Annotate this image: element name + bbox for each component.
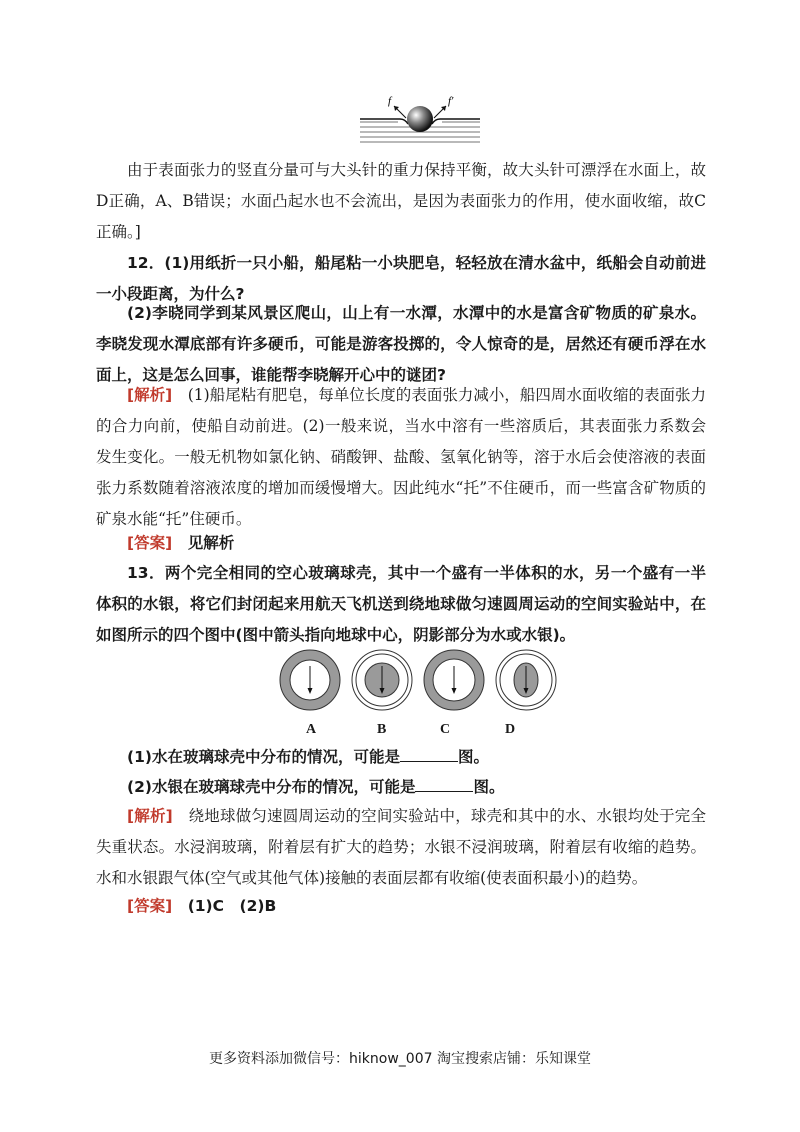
analysis-tag: [解析] bbox=[127, 386, 173, 404]
q13-sub2-blank bbox=[415, 777, 473, 792]
shell-b bbox=[352, 650, 412, 710]
q12-analysis bbox=[96, 380, 706, 535]
q12-part2: (2)李晓同学到某风景区爬山，山上有一水潭，水潭中的水是富含矿物质的矿泉水。李晓发现水潭底部有许多硬币，可能是游客投掷的，令人惊奇的是，居然还有硬币浮在水面上，这是怎么回事，谁能帮李晓解开心中的谜团? bbox=[96, 304, 706, 384]
figure-labels bbox=[0, 722, 800, 742]
q13-answer-text: (1)C (2)B bbox=[187, 897, 277, 915]
label-f: f bbox=[388, 95, 392, 107]
q13-sub1-blank bbox=[400, 747, 458, 762]
q13-answer bbox=[96, 891, 706, 922]
shell-a bbox=[280, 650, 340, 710]
q12-analysis-text: (1)船尾粘有肥皂，每单位长度的表面张力减小，船四周水面收缩的表面张力的合力向前，使船自动前进。(2)一般来说，当水中溶有一些溶质后，其表面张力系数会发生变化。一般无机物如氯化钠、硝酸钾、盐酸、氢氧化钠等，溶于水后会使溶液的表面张力系数随着溶液浓度的增加而缓慢增大。因此纯水“托”不住硬币，而一些富含矿物质的矿泉水能“托”住硬币。 bbox=[96, 386, 706, 528]
footer-note: 更多资料添加微信号：hiknow_007 淘宝搜索店铺：乐知课堂 bbox=[209, 1051, 591, 1067]
figure-label-d: D bbox=[505, 722, 516, 737]
shell-c bbox=[424, 650, 484, 710]
q13-sub1 bbox=[96, 742, 706, 773]
explanation-end: 由于表面张力的竖直分量可与大头针的重力保持平衡，故大头针可漂浮在水面上，故D正确，A、B错误；水面凸起水也不会流出，是因为表面张力的作用，使水面收缩，故C正确。] bbox=[96, 161, 706, 241]
shell-d bbox=[496, 650, 556, 710]
q12-answer bbox=[96, 528, 706, 559]
q13-sub1-before: (1)水在玻璃球壳中分布的情况，可能是 bbox=[127, 748, 400, 766]
q12-answer-text: 见解析 bbox=[187, 534, 235, 552]
q13-stem: 13．两个完全相同的空心玻璃球壳，其中一个盛有一半体积的水，另一个盛有一半体积的水银，将它们封闭起来用航天飞机送到绕地球做匀速圆周运动的空间实验站中，在如图所示的四个图中(图中箭头指向地球中心，阴影部分为水或水银)。 bbox=[96, 564, 706, 644]
q13-sub2-after: 图。 bbox=[473, 778, 505, 796]
floating-needle-figure bbox=[350, 92, 490, 152]
q12-part1: 12．(1)用纸折一只小船，船尾粘一小块肥皂，轻轻放在清水盆中，纸船会自动前进一小段距离，为什么? bbox=[96, 254, 706, 303]
figure-label-c: C bbox=[440, 722, 451, 737]
q13-analysis-text: 绕地球做匀速圆周运动的空间实验站中，球壳和其中的水、水银均处于完全失重状态。水浸润玻璃，附着层有扩大的趋势；水银不浸润玻璃，附着层有收缩的趋势。水和水银跟气体(空气或其他气体)接触的表面层都有收缩(使表面积最小)的趋势。 bbox=[96, 807, 706, 887]
figure-label-b: B bbox=[377, 722, 387, 737]
answer-tag: [答案] bbox=[127, 534, 173, 552]
q13-analysis bbox=[96, 801, 706, 894]
answer-tag-2: [答案] bbox=[127, 897, 173, 915]
glass-shells-figure bbox=[278, 648, 568, 712]
label-f-prime: f′ bbox=[448, 95, 454, 107]
needle-cross-section bbox=[407, 106, 433, 132]
q13-sub1-after: 图。 bbox=[457, 748, 489, 766]
q13-sub2-before: (2)水银在玻璃球壳中分布的情况，可能是 bbox=[127, 778, 416, 796]
analysis-tag-2: [解析] bbox=[127, 807, 173, 825]
figure-label-a: A bbox=[306, 722, 317, 737]
q13-sub2 bbox=[96, 772, 706, 803]
